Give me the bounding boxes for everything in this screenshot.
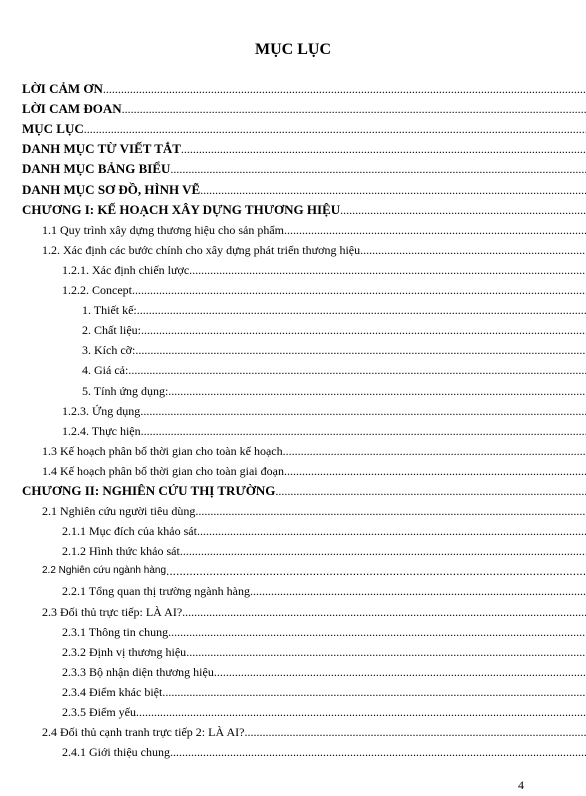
dot-leader <box>140 403 586 419</box>
toc-entry-label: DANH MỤC BẢNG BIỂU <box>22 161 171 177</box>
dot-leader <box>244 724 586 740</box>
dot-leader <box>275 483 586 499</box>
toc-entry[interactable] <box>0 378 586 398</box>
toc-entry[interactable] <box>0 157 586 177</box>
toc-entry-label: 1.2.3. Ứng dụng <box>62 403 141 418</box>
toc-entry-label: 2.3.5 Điểm yếu <box>62 705 136 719</box>
toc-entry-label: LỜI CAM ĐOAN <box>22 101 122 117</box>
dot-leader <box>189 262 586 278</box>
dot-leader <box>180 543 586 559</box>
toc-entry[interactable] <box>0 177 586 197</box>
toc-entry-label: 1. Thiết kế: <box>82 303 137 318</box>
toc-entry[interactable] <box>0 137 586 157</box>
toc-entry[interactable] <box>0 700 586 720</box>
toc-entry-label: 1.2.2. Concept <box>62 283 132 298</box>
toc-entry[interactable] <box>0 399 586 419</box>
toc-entry-label: 2.2.1 Tổng quan thị trường ngành hàng <box>62 584 250 599</box>
toc-entry-label: 2.1 Nghiên cứu người tiêu dùng <box>42 504 196 519</box>
toc-entry-label: 2.4.1 Giới thiệu chung <box>62 745 170 760</box>
toc-entry[interactable] <box>0 318 586 338</box>
toc-entry-label: LỜI CẢM ƠN <box>22 81 103 97</box>
toc-entry-label: CHƯƠNG I: KẾ HOẠCH XÂY DỰNG THƯƠNG HIỆU <box>22 201 341 217</box>
toc-entry[interactable] <box>0 198 586 218</box>
toc-entry-label: 2.4 Đối thủ cạnh tranh trực tiếp 2: LÀ AI? <box>42 725 245 740</box>
dot-leader <box>360 242 586 258</box>
toc-entry[interactable] <box>0 660 586 680</box>
toc-entry-label: 1.2.1. Xác định chiến lược <box>62 262 190 277</box>
toc-entry[interactable] <box>0 720 586 740</box>
toc-entry[interactable] <box>0 278 586 298</box>
dot-leader <box>284 222 586 238</box>
toc-entry-label: 1.1 Quy trình xây dựng thương hiệu cho sản phẩm <box>42 222 284 237</box>
toc-entry-label: DANH MỤC SƠ ĐỒ, HÌNH VẼ <box>22 181 201 197</box>
table-of-contents <box>0 77 586 760</box>
toc-entry-label: 2.3.2 Định vị thương hiệu <box>62 644 187 659</box>
dot-leader <box>182 604 586 620</box>
dot-leader <box>186 644 586 660</box>
toc-entry-label: 2.3.1 Thông tin chung <box>62 624 169 639</box>
toc-entry-label: 1.2. Xác định các bước chính cho xây dựng phát triển thương hiệu <box>42 242 361 257</box>
toc-entry-label: 1.3 Kế hoạch phân bố thời gian cho toàn kế hoạch <box>42 443 283 458</box>
toc-entry[interactable] <box>0 459 586 479</box>
dot-leader <box>137 302 586 318</box>
toc-entry-label: 2.1.1 Mục đích của khảo sát <box>62 524 197 539</box>
toc-entry[interactable] <box>0 599 586 619</box>
toc-entry[interactable] <box>0 338 586 358</box>
dot-leader <box>141 322 586 338</box>
toc-entry[interactable] <box>0 620 586 640</box>
toc-entry[interactable] <box>0 117 586 137</box>
toc-entry-label: 2.3.4 Điểm khác biệt <box>62 684 163 699</box>
toc-entry-label: MỤC LỤC <box>22 121 84 137</box>
toc-entry[interactable] <box>0 258 586 278</box>
toc-entry[interactable] <box>0 298 586 318</box>
dot-leader <box>200 182 586 198</box>
toc-entry[interactable] <box>0 358 586 378</box>
toc-entry[interactable] <box>0 579 586 599</box>
dot-leader <box>135 342 586 358</box>
dot-leader <box>141 423 586 439</box>
toc-entry[interactable] <box>0 559 586 579</box>
dot-leader <box>170 161 586 177</box>
dot-leader <box>132 282 586 298</box>
toc-entry[interactable] <box>0 640 586 660</box>
toc-entry[interactable] <box>0 519 586 539</box>
toc-entry-label: DANH MỤC TỪ VIẾT TẮT <box>22 141 181 157</box>
dot-leader <box>122 101 586 117</box>
dot-leader <box>283 443 586 459</box>
dot-leader <box>340 202 586 218</box>
toc-entry-label: 2.2 Nghiên cứu ngành hàng <box>42 563 166 579</box>
toc-entry[interactable] <box>0 479 586 499</box>
toc-entry-label: 1.2.4. Thực hiện <box>62 423 141 438</box>
toc-entry[interactable] <box>0 238 586 258</box>
dot-leader <box>84 121 586 137</box>
toc-entry[interactable] <box>0 218 586 238</box>
toc-entry-label: CHƯƠNG II: NGHIÊN CỨU THỊ TRƯỜNG <box>22 482 276 498</box>
toc-entry-label: 2.1.2 Hình thức khảo sát <box>62 544 180 559</box>
toc-entry-label: 2. Chất liệu: <box>82 323 141 338</box>
dot-leader <box>195 503 586 519</box>
page-title: MỤC LỤC <box>255 41 331 58</box>
toc-entry[interactable] <box>0 97 586 117</box>
dot-leader <box>103 81 586 97</box>
dot-leader <box>168 383 586 399</box>
dot-leader <box>197 523 586 539</box>
dot-leader <box>128 362 586 378</box>
dot-leader <box>250 583 586 599</box>
dot-leader <box>166 563 586 579</box>
toc-entry[interactable] <box>0 499 586 519</box>
toc-entry-label: 4. Giá cả: <box>82 363 129 378</box>
dot-leader <box>168 624 586 640</box>
toc-entry[interactable] <box>0 419 586 439</box>
dot-leader <box>170 744 586 760</box>
toc-entry[interactable] <box>0 539 586 559</box>
dot-leader <box>181 141 586 157</box>
toc-entry[interactable] <box>0 77 586 97</box>
toc-entry-label: 2.3 Đối thủ trực tiếp: LÀ AI? <box>42 604 183 619</box>
dot-leader <box>284 463 586 479</box>
toc-entry-label: 5. Tính ứng dụng: <box>82 383 169 398</box>
toc-entry-label: 3. Kích cỡ: <box>82 343 136 358</box>
dot-leader <box>214 664 586 680</box>
toc-entry[interactable] <box>0 740 586 760</box>
toc-entry[interactable] <box>0 680 586 700</box>
page-number: 4 <box>518 778 524 792</box>
dot-leader <box>136 704 586 720</box>
toc-entry[interactable] <box>0 439 586 459</box>
toc-entry-label: 2.3.3 Bộ nhận diện thương hiệu <box>62 664 214 679</box>
dot-leader <box>162 684 586 700</box>
toc-entry-label: 1.4 Kế hoạch phân bố thời gian cho toàn giai đoạn <box>42 463 284 478</box>
